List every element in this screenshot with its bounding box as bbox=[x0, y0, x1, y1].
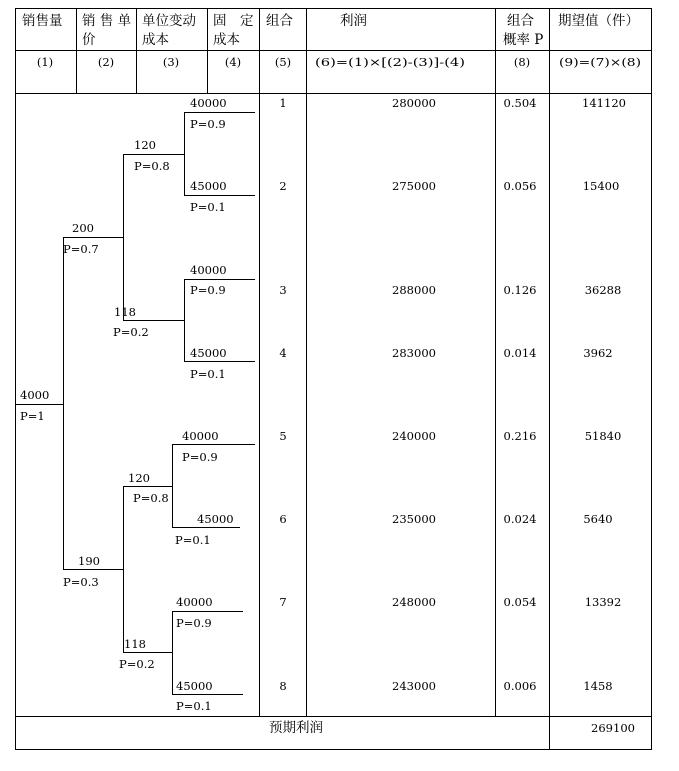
expected-cell: 141120 bbox=[582, 96, 626, 110]
probability-cell: 0.216 bbox=[503, 429, 537, 443]
combo-cell: 2 bbox=[279, 179, 287, 193]
probability-cell: 0.006 bbox=[503, 679, 537, 693]
combo-cell: 3 bbox=[279, 283, 287, 297]
header-unit-variable-cost-line1: 单位变动 bbox=[142, 13, 196, 29]
fc-probability: P=0.9 bbox=[190, 283, 226, 297]
fc-label: 40000 bbox=[176, 595, 213, 609]
expected-profit-value: 269100 bbox=[591, 721, 635, 735]
vc-d-label: 118 bbox=[124, 637, 146, 651]
fc-probability: P=0.1 bbox=[176, 699, 212, 713]
header-fixed-cost-line2: 成本 bbox=[213, 32, 240, 48]
profit-cell: 280000 bbox=[392, 96, 436, 110]
profit-cell: 283000 bbox=[392, 346, 436, 360]
fc-label: 40000 bbox=[182, 429, 219, 443]
header-combination: 组合 bbox=[266, 13, 293, 29]
combo-cell: 4 bbox=[279, 346, 287, 360]
fc-probability: P=0.1 bbox=[175, 533, 211, 547]
price-low-probability: P=0.3 bbox=[63, 575, 99, 589]
combo-cell: 7 bbox=[279, 595, 287, 609]
header-unit-variable-cost-line2: 成本 bbox=[142, 32, 169, 48]
expected-cell: 15400 bbox=[582, 179, 620, 193]
vc-b-probability: P=0.2 bbox=[113, 325, 149, 339]
header-unit-price-line2: 价 bbox=[82, 32, 96, 48]
profit-cell: 288000 bbox=[392, 283, 436, 297]
probability-cell: 0.054 bbox=[503, 595, 537, 609]
probability-cell: 0.056 bbox=[503, 179, 537, 193]
table-row bbox=[279, 429, 621, 443]
data-rows bbox=[279, 96, 626, 693]
expected-cell: 51840 bbox=[584, 429, 622, 443]
formula-row bbox=[37, 55, 641, 69]
table-row bbox=[279, 96, 626, 110]
vc-d-probability: P=0.2 bbox=[119, 657, 155, 671]
expected-cell: 1458 bbox=[583, 679, 613, 693]
formula-cell: (9)=(7)×(8) bbox=[559, 55, 641, 69]
header-combo-prob-line1: 组合 bbox=[507, 13, 534, 29]
vc-c-probability: P=0.8 bbox=[133, 491, 169, 505]
root-volume-label: 4000 bbox=[20, 388, 50, 402]
profit-cell: 275000 bbox=[392, 179, 436, 193]
formula-cell: (6)=(1)×[(2)-(3)]-(4) bbox=[315, 55, 465, 69]
root-probability-label: P=1 bbox=[20, 409, 45, 423]
vc-a-probability: P=0.8 bbox=[134, 159, 170, 173]
header-row bbox=[22, 12, 639, 48]
formula-cell: (1) bbox=[36, 55, 54, 69]
combo-cell: 6 bbox=[279, 512, 287, 526]
formula-cell: (3) bbox=[162, 55, 180, 69]
expected-cell: 5640 bbox=[583, 512, 613, 526]
price-low-label: 190 bbox=[78, 554, 100, 568]
fc-label: 45000 bbox=[176, 679, 213, 693]
fc-label: 40000 bbox=[190, 96, 227, 110]
fc-probability: P=0.9 bbox=[182, 450, 218, 464]
expected-cell: 13392 bbox=[584, 595, 622, 609]
combo-cell: 5 bbox=[279, 429, 287, 443]
formula-cell: (5) bbox=[274, 55, 292, 69]
fc-label: 40000 bbox=[190, 263, 227, 277]
probability-cell: 0.504 bbox=[503, 96, 537, 110]
combo-cell: 8 bbox=[279, 679, 287, 693]
vc-a-label: 120 bbox=[134, 138, 156, 152]
table-grid bbox=[16, 9, 652, 750]
combo-cell: 1 bbox=[279, 96, 287, 110]
fc-label: 45000 bbox=[190, 179, 227, 193]
formula-cell: (8) bbox=[513, 55, 531, 69]
table-row bbox=[279, 346, 612, 360]
expected-cell: 3962 bbox=[583, 346, 613, 360]
fc-probability: P=0.9 bbox=[190, 117, 226, 131]
fc-label: 45000 bbox=[190, 346, 227, 360]
fc-probability: P=0.1 bbox=[190, 200, 226, 214]
header-profit: 利润 bbox=[340, 13, 367, 29]
formula-cell: (4) bbox=[224, 55, 242, 69]
price-high-label: 200 bbox=[72, 221, 94, 235]
profit-cell: 235000 bbox=[392, 512, 436, 526]
expected-cell: 36288 bbox=[584, 283, 622, 297]
profit-cell: 248000 bbox=[392, 595, 436, 609]
table-row bbox=[279, 283, 621, 297]
profit-cell: 240000 bbox=[392, 429, 436, 443]
price-high-probability: P=0.7 bbox=[63, 242, 99, 256]
table-row bbox=[279, 679, 612, 693]
header-expected-value: 期望值（件） bbox=[558, 13, 639, 29]
footer-row bbox=[269, 719, 635, 736]
vc-c-label: 120 bbox=[128, 471, 150, 485]
table-row bbox=[279, 179, 619, 193]
probability-cell: 0.024 bbox=[503, 512, 537, 526]
table-row bbox=[279, 595, 621, 609]
header-fixed-cost-line1: 固 定 bbox=[213, 13, 254, 29]
profit-cell: 243000 bbox=[392, 679, 436, 693]
formula-cell: (2) bbox=[97, 55, 115, 69]
fc-probability: P=0.9 bbox=[176, 616, 212, 630]
header-sales-volume: 销售量 bbox=[22, 13, 63, 29]
fc-label: 45000 bbox=[197, 512, 234, 526]
probability-cell: 0.014 bbox=[503, 346, 537, 360]
header-unit-price-line1: 销 售 单 bbox=[82, 13, 132, 29]
probability-cell: 0.126 bbox=[503, 283, 537, 297]
fc-probability: P=0.1 bbox=[190, 367, 226, 381]
vc-b-label: 118 bbox=[114, 305, 136, 319]
header-combo-prob-line2: 概率 P bbox=[503, 32, 544, 48]
table-row bbox=[279, 512, 612, 526]
expected-profit-label: 预期利润 bbox=[269, 720, 323, 736]
